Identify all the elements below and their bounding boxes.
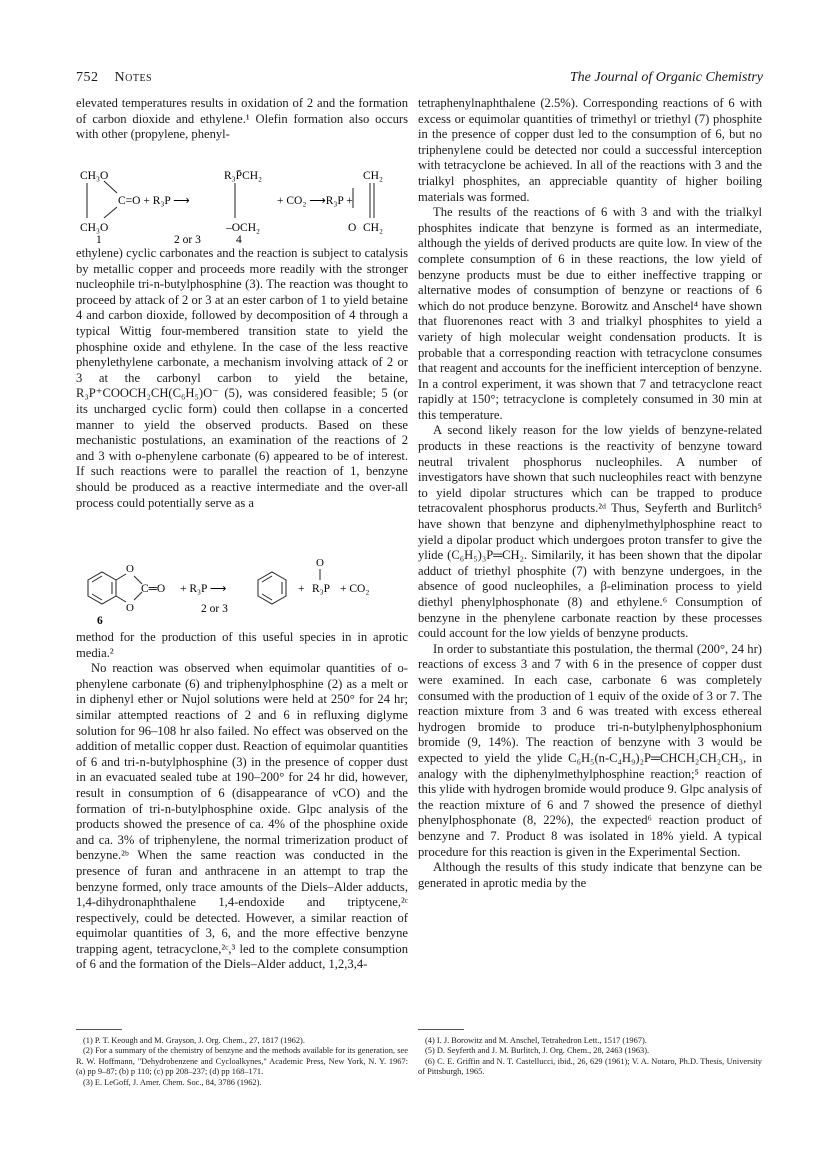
formula-text: C=O + R₃P ⟶ <box>118 195 190 207</box>
left-column-top <box>76 96 408 143</box>
paragraph: No reaction was observed when equimolar quantities of o-phenylene carbonate (6) and triphenylphosphine (2) as a melt or in diphenyl ether or Nujol solutions were held at 250° for 24 hr; similar attempted reactions of 2 and 6 in refluxing diglyme solution for 96–108 hr also failed. No effect was observed on the addition of metallic copper dust. Reaction of equimolar quantities of 6 and tri-n-butylphosphine (3) in the presence of copper dust in an evacuated sealed tube at 190–200° for 24 hr did, however, result in consumption of 6 (disappearance of νCO) and the formation of tri-n-butylphosphine oxide. Glpc analysis of the products showed the presence of ca. 4% of the phosphine oxide and ca. 3% of triphenylene, the normal trimerization product of benzyne.²ᵇ When the same reaction was conducted in the presence of furan and anthracene in an attempt to trap the benzyne formed, only trace amounts of the Diels–Alder adducts, 1,4-dihydronaphthalene 1,4-endoxide and triptycene,²ᶜ respectively, could be detected. However, a similar reaction of equimolar quantities of 3, 6, and the more effective benzyne trapping agent, tetracyclone,²ᶜ,³ led to the complete consumption of 6 and the formation of the Diels–Alder adduct, 1,2,3,4- <box>76 661 408 972</box>
footnote: (6) C. E. Griffin and N. T. Castellucci, ibid., 26, 629 (1961); V. A. Notaro, Ph.D. Thesis, University of Pittsburgh, 1965. <box>418 1056 762 1077</box>
formula-text: O <box>348 222 357 234</box>
reaction-scheme-2 <box>76 556 408 628</box>
paragraph: Although the results of this study indicate that benzyne can be generated in aprotic media by the <box>418 860 762 890</box>
paragraph: ethylene) cyclic carbonates and the reaction is subject to catalysis by metallic copper and proceeds more readily with the stronger nucleophile tri-n-butylphosphine (3). The reaction was thought to proceed by attack of 2 or 3 at an ester carbon of 1 to yield betaine 4 and carbon dioxide, followed by decomposition of 4 through a typical Wittig four-membered transition state to yield the phosphine oxide and ethylene. In the case of the less reactive phenylethylene carbonate, a mechanism involving attack of 2 or 3 at the carbonyl carbon to yield the betaine, R₃P⁺COOCH₂CH(C₆H₅)O⁻ (5), was considered feasible; 5 (or its uncharged cyclic form) could then collapse in a concerted manner to yield the observed products. Based on these mechanistic postulations, an examination of the reactions of 2 and 3 with o-phenylene carbonate (6) appeared to be of interest. If such reactions were to parallel the reaction of 1, benzyne should be produced as a reactive intermediate and the over-all process could potentially serve as a <box>76 246 408 510</box>
formula-text: R₃P <box>312 583 331 595</box>
scheme-2-drawing <box>76 556 408 628</box>
running-header-left <box>76 70 152 86</box>
footnote-rule <box>418 1029 464 1030</box>
compound-label: 2 or 3 <box>201 603 228 615</box>
scheme-1-drawing <box>76 143 408 246</box>
bond-line <box>116 596 126 602</box>
left-column-middle <box>76 246 408 511</box>
compound-label: 2 or 3 <box>174 234 201 246</box>
formula-text: CH₃O <box>80 222 109 234</box>
formula-text: CH₂ <box>363 170 383 182</box>
formula-text: C═O <box>141 583 166 595</box>
paragraph: A second likely reason for the low yields of benzyne-related products in these reactions is the reactivity of benzyne toward neutral trivalent phosphorus nucleophiles. A number of investigators have shown that such nucleophiles react with benzyne to yield dipolar structures which can be trapped to produce tetracovalent phosphorus products.²ᵈ Thus, Seyferth and Burlitch⁵ have shown that benzyne and diphenylmethylphosphine react to yield a dipolar product which undergoes proton transfer to give the ylide (C₆H₅)₃P═CH₂. Similarily, it has been shown that the dipolar adduct of triethyl phosphite (7) with benzyne undergoes, in the absence of good nucleophiles, a β-elimination process to yield diethyl phenylphosphonate (8) and ethylene.⁶ Consumption of benzyne in the phenylene carbonate reaction by these processes could account for the low yields of benzyne products. <box>418 423 762 641</box>
journal-title: The Journal of Organic Chemistry <box>569 70 763 85</box>
paragraph: method for the production of this useful species in in aprotic media.² <box>76 630 408 660</box>
footnote-rule <box>76 1029 122 1030</box>
footnote: (2) For a summary of the chemistry of benzyne and the methods available for its generation, see R. W. Hoffmann, "Dehydrobenzene and Cycloalkynes," Academic Press, New York, N. Y. 1967: (a) pp 9–87; (b) p 110; (c) pp 208–237; (d) pp 168–171. <box>76 1046 408 1077</box>
left-column-bottom <box>76 630 408 973</box>
formula-text: R₃P̄CH₂ <box>224 170 263 182</box>
compound-label: 6 <box>97 615 103 627</box>
bond-line <box>104 181 117 193</box>
footnotes-right <box>418 1036 762 1078</box>
footnote: (1) P. T. Keough and M. Grayson, J. Org. Chem., 27, 1817 (1962). <box>83 1036 305 1045</box>
formula-text: + <box>298 583 305 595</box>
formula-text: CH₃O <box>80 170 109 182</box>
paragraph: tetraphenylnaphthalene (2.5%). Corresponding reactions of 6 with excess or equimolar quantities of trimethyl or triethyl (7) phosphite in the presence of copper dust led to the consumption of 6, but no triphenylene could be detected nor could a successful interception with tetracyclone be achieved. In all of the reactions with 3 and the trialkyl phosphites, an appreciable quantity of higher boiling materials was formed. <box>418 96 762 204</box>
paragraph: In order to substantiate this postulation, the thermal (200°, 24 hr) reactions of excess 3 and 7 with 6 in the presence of copper dust were examined. In each case, carbonate 6 was completely consumed with the production of 1 equiv of the oxide of 3 or 7. The reaction mixture from 3 and 6 was treated with excess ethereal hydrogen bromide to produce tri-n-butylphenylphosphonium bromide (9, 14%). The reaction of benzyne with 3 would be expected to yield the ylide C₆H₅(n-C₄H₉)₂P═CHCH₂CH₂CH₃, in analogy with the diphenylmethylphosphine reaction;⁵ reaction of this ylide with hydrogen bromide would produce 9. Glpc analysis of the reaction mixture of 6 and 7 showed the presence of diethyl phenylphosphonate (8, 22%), the expected⁶ reaction product of benzyne and 7. Product 8 was isolated in 18% yield. A typical procedure for this reaction is given in the Experimental Section. <box>418 641 762 859</box>
footnote: (4) I. J. Borowitz and M. Anschel, Tetrahedron Lett., 1517 (1967). <box>425 1036 647 1045</box>
formula-text: O <box>316 557 324 569</box>
bond-line <box>116 574 126 580</box>
bond-line <box>104 207 117 218</box>
paragraph: The results of the reactions of 6 with 3 and with the trialkyl phosphites indicate that benzyne is formed as an intermediate, although the yields of derived products are quite low. In view of the complete consumption of 6 in these reactions, the low yield of benzyne products must be due to either ineffective trapping or alternative modes of consumption of benzyne or reactions of 6 which do not produce benzyne. Borowitz and Anschel⁴ have shown that fluorenones react with 3 and trialkyl phosphites to yield a variety of high molecular weight condensation products. It is probable that a corresponding reaction with tetracyclone consumes that reagent and accounts for the inefficient interception of benzyne. In a control experiment, it was shown that 7 and tetracyclone react rapidly at 150°; tetracyclone is completely consumed in 30 min at this temperature. <box>418 205 762 422</box>
formula-text: O <box>126 602 134 614</box>
footnotes-left <box>76 1036 408 1088</box>
footnote: (3) E. LeGoff, J. Amer. Chem. Soc., 84, 3786 (1962). <box>83 1077 262 1087</box>
formula-text: + R₃P ⟶ <box>180 583 227 595</box>
section-name: Notes <box>114 70 153 85</box>
footnote: (5) D. Seyferth and J. M. Burlitch, J. Org. Chem., 28, 2463 (1963). <box>425 1046 650 1056</box>
reaction-scheme-1 <box>76 143 408 246</box>
page-number: 752 <box>76 70 99 85</box>
formula-text: + CO₂ ⟶R₃P + <box>277 195 353 207</box>
right-column <box>418 96 762 891</box>
compound-label: 4 <box>236 234 242 246</box>
formula-text: –OCH₂ <box>226 222 261 234</box>
compound-label: 1 <box>96 234 102 246</box>
formula-text: + CO₂ <box>340 583 370 595</box>
paragraph: elevated temperatures results in oxidation of 2 and the formation of carbon dioxide and ethylene.¹ Olefin formation also occurs with other (propylene, phenyl- <box>76 96 408 142</box>
formula-text: CH₂ <box>363 222 383 234</box>
formula-text: O <box>126 563 134 575</box>
